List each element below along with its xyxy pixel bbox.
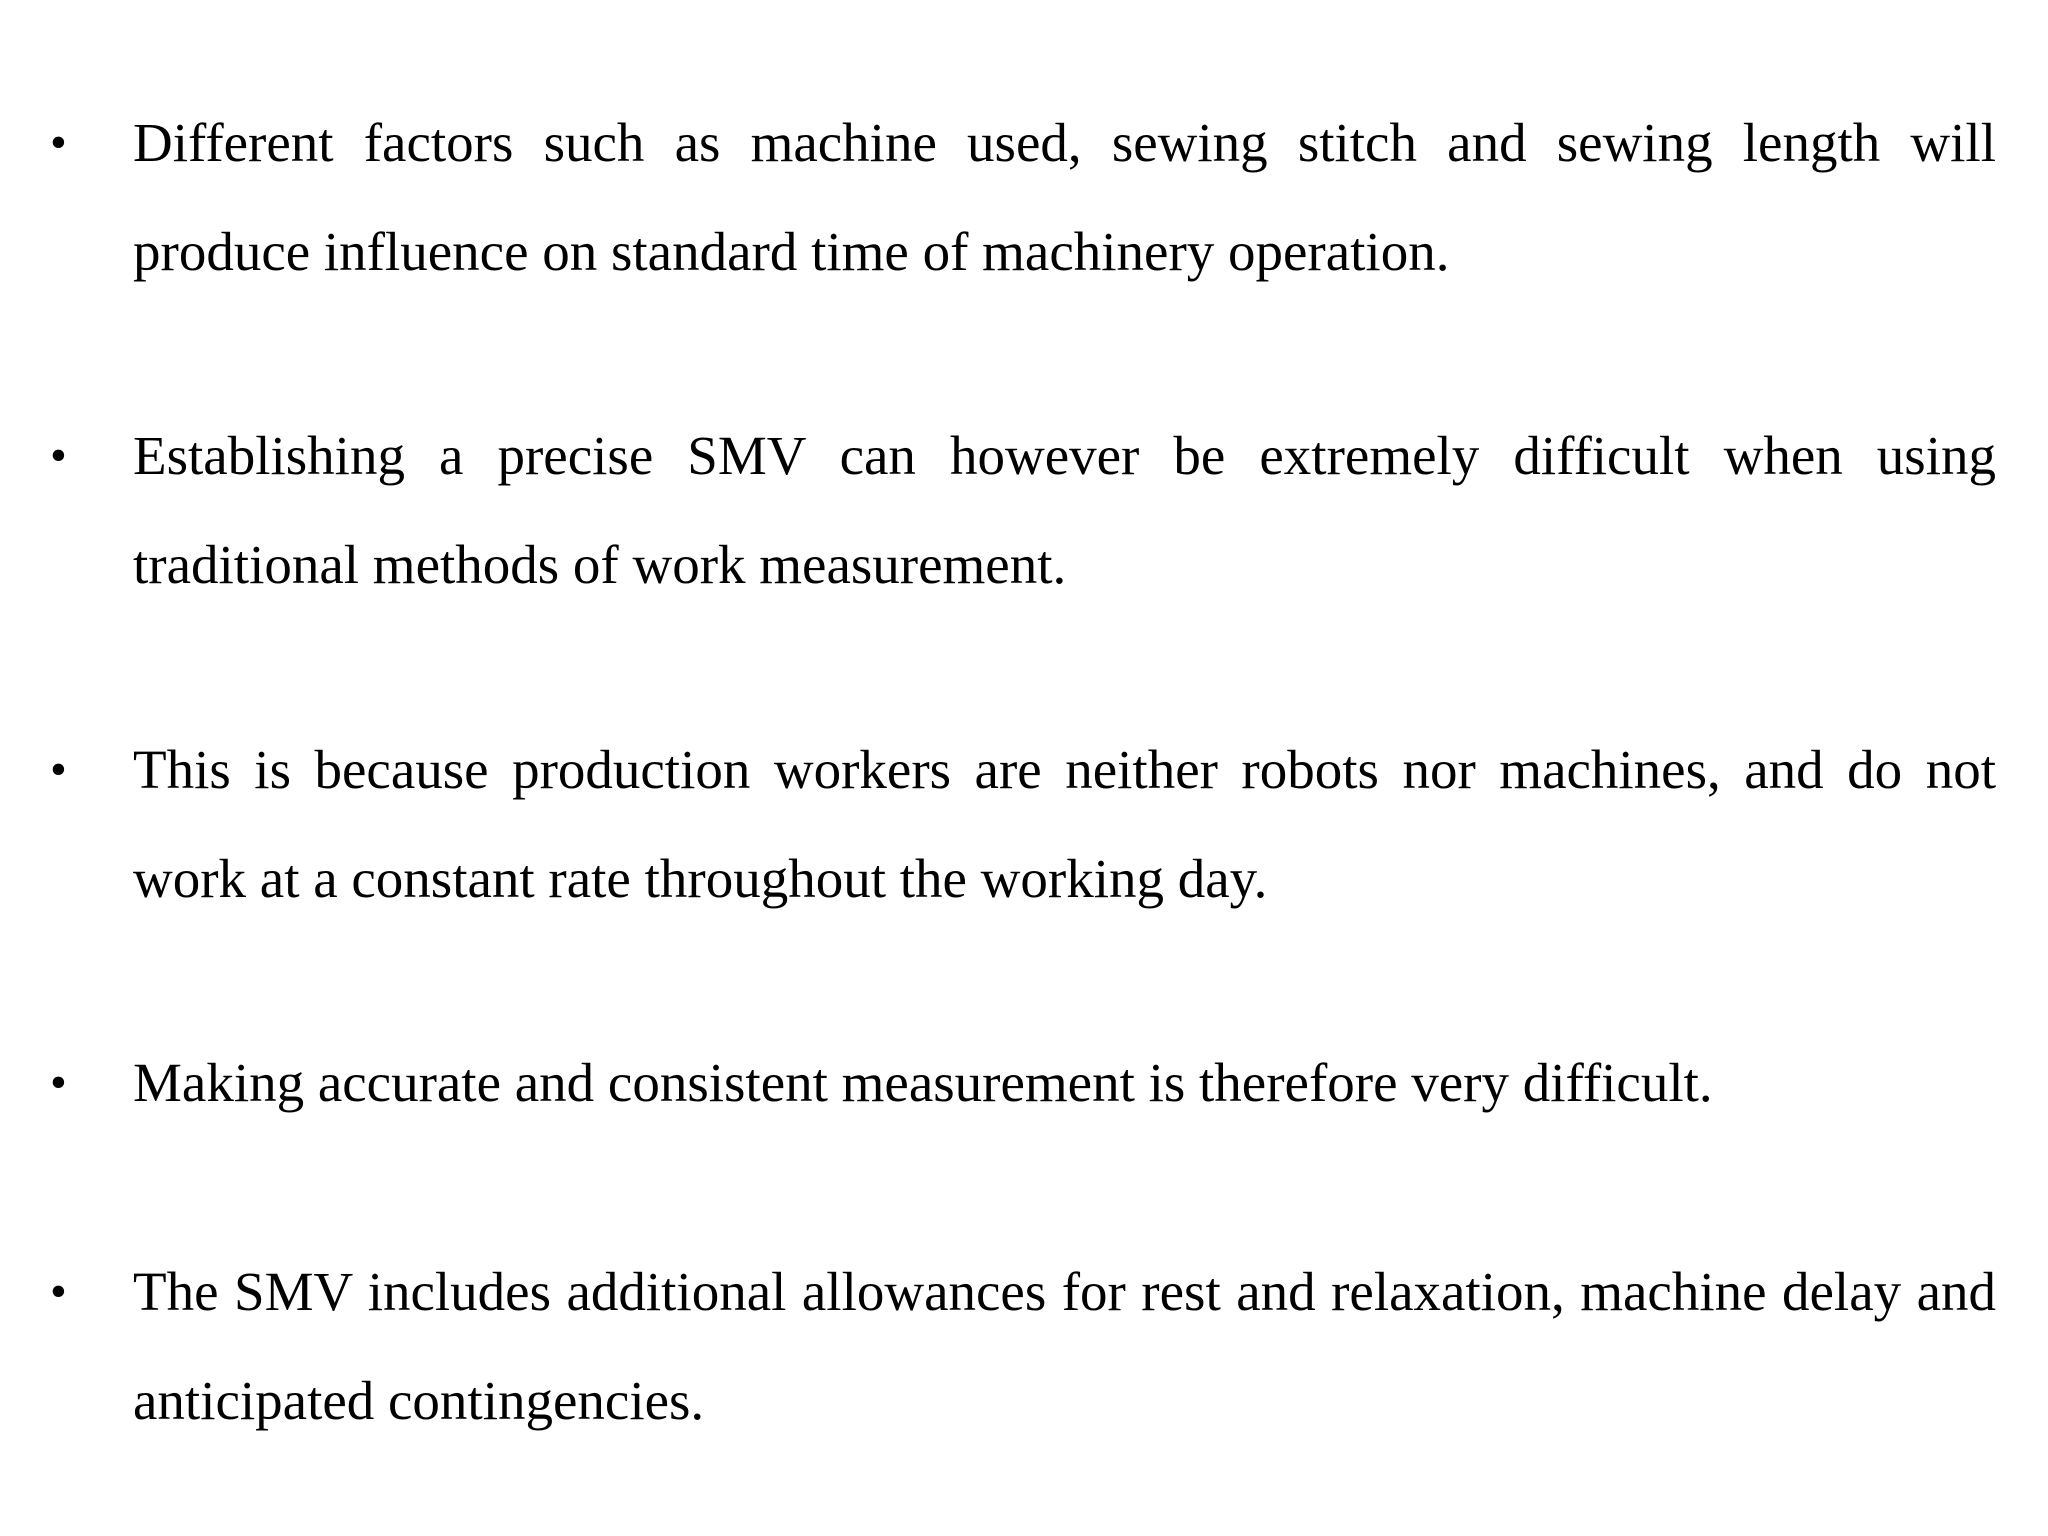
- bullet-text: Establishing a precise SMV can however be extremely difficult when using traditional methods of work measurement.: [133, 425, 1996, 595]
- bullet-icon: •: [50, 1265, 67, 1318]
- bullet-icon: •: [50, 1056, 67, 1109]
- bullet-icon: •: [50, 743, 67, 796]
- bullet-text: The SMV includes additional allowances for rest and relaxation, machine delay and anticipated contingencies.: [133, 1261, 1996, 1431]
- bullet-icon: •: [50, 429, 67, 482]
- bullet-text: Making accurate and consistent measurement is therefore very difficult.: [133, 1052, 1713, 1113]
- bullet-text: Different factors such as machine used, sewing stitch and sewing length will produce influence on standard time of machinery operation.: [133, 112, 1996, 282]
- bullet-text: This is because production workers are neither robots nor machines, and do not work at a constant rate throughout the working day.: [133, 739, 1996, 909]
- bullet-icon: •: [50, 116, 67, 169]
